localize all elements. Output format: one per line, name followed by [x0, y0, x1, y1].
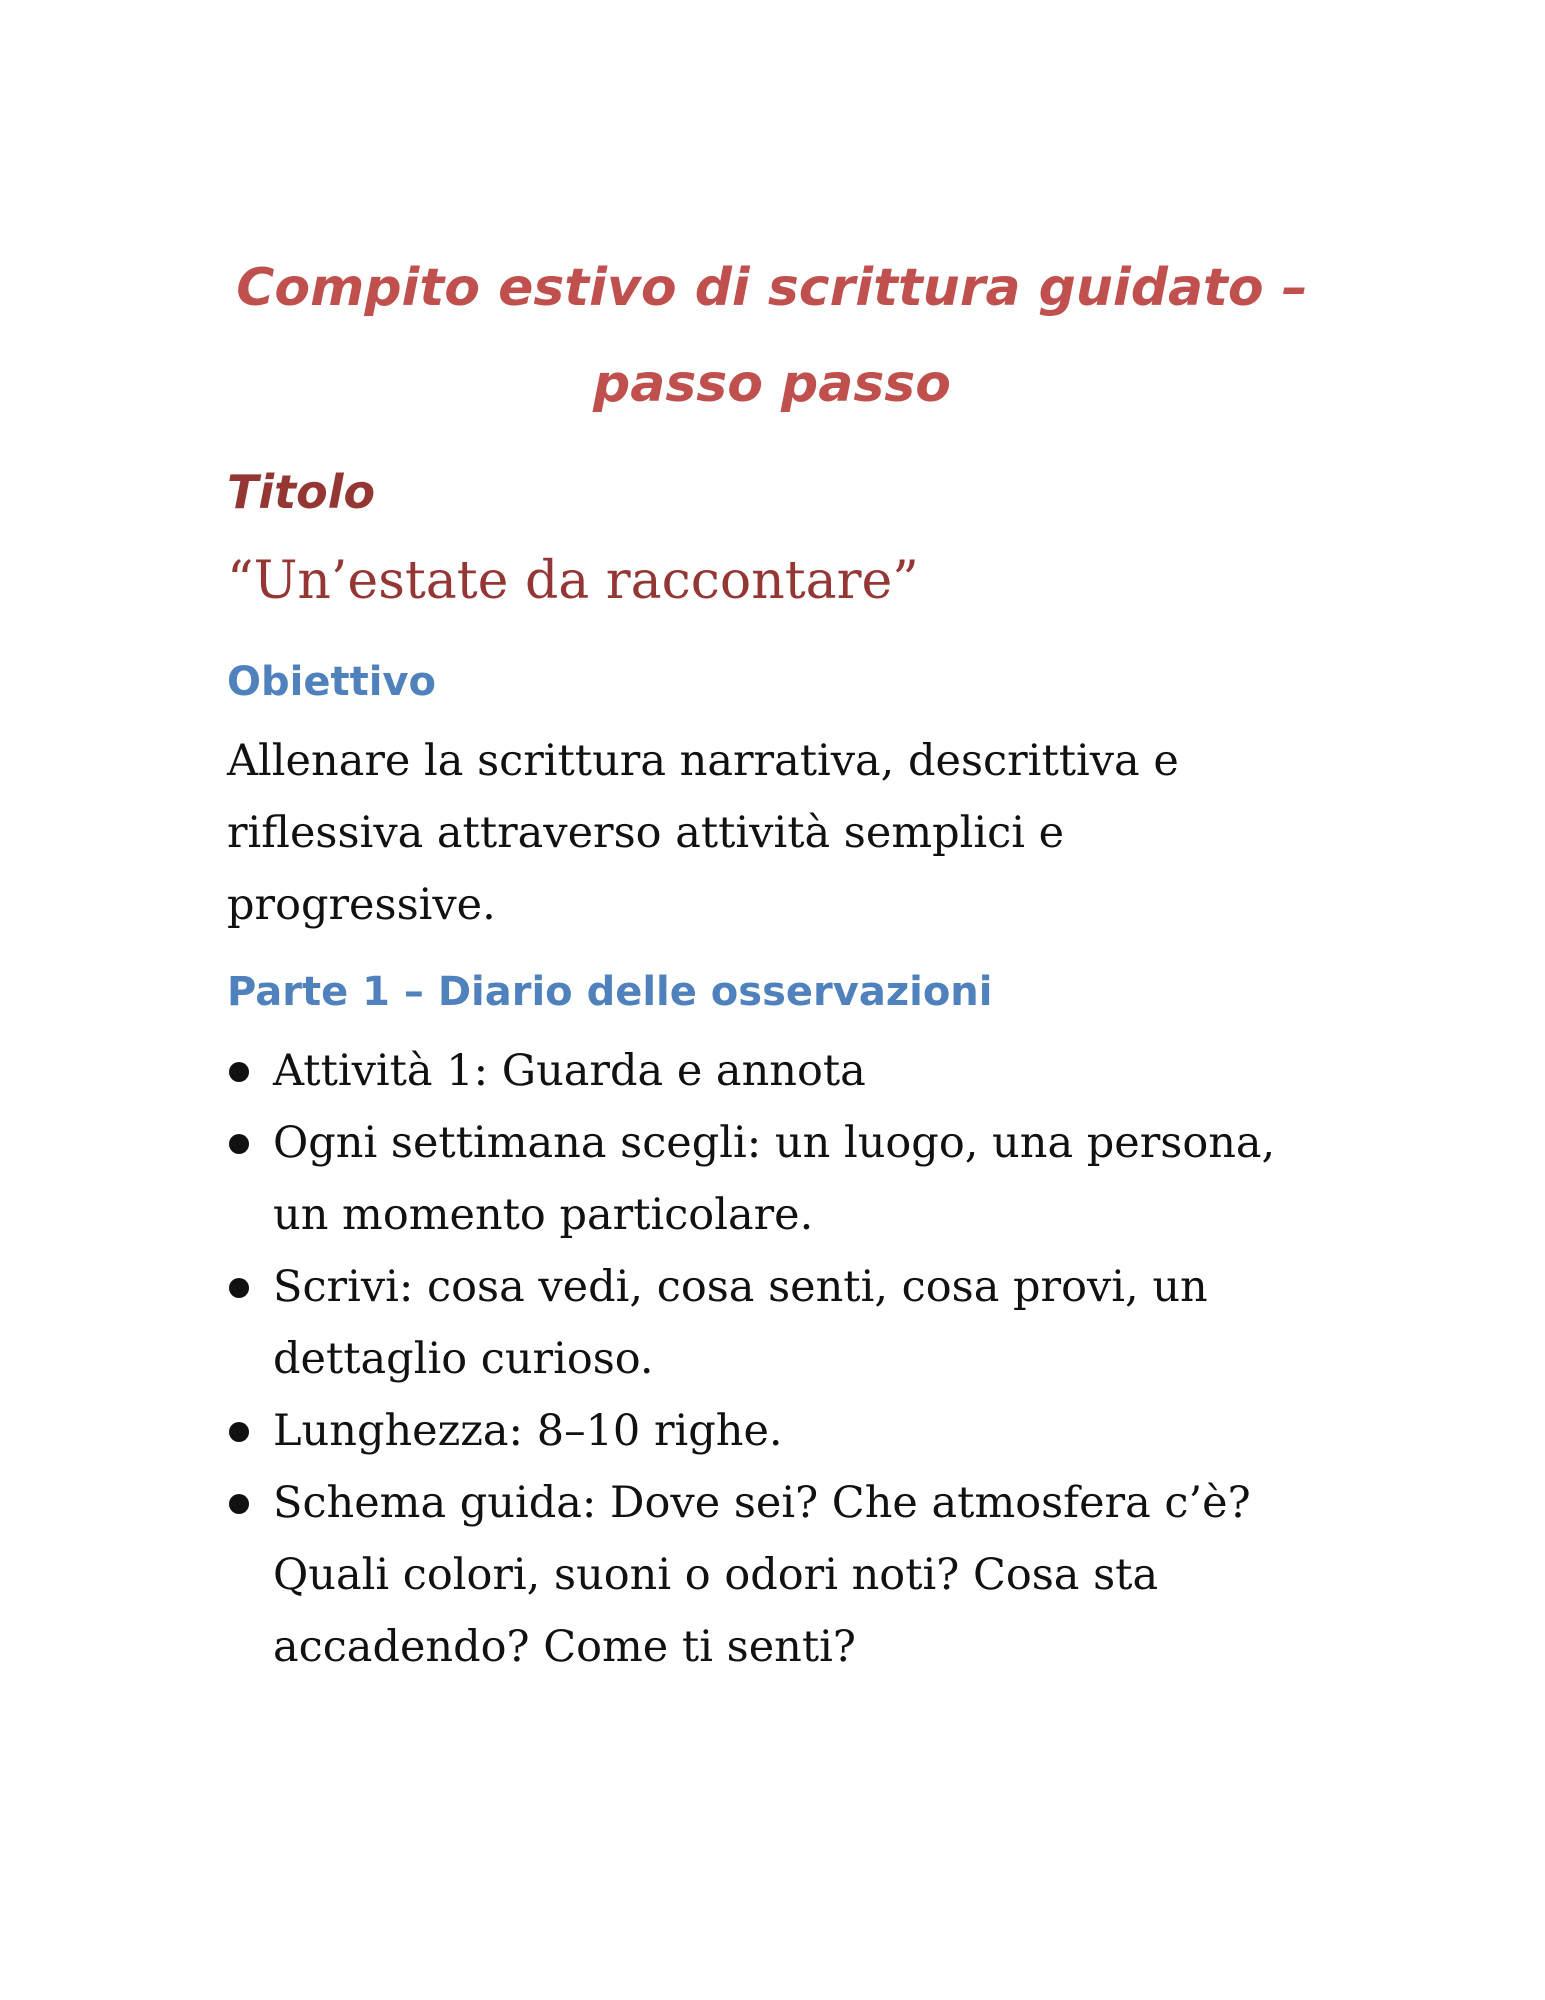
bullet-icon — [229, 1422, 249, 1442]
obiettivo-text: Allenare la scrittura narrativa, descrittiva e riflessiva attraverso attività semplici e progressive. — [227, 736, 1179, 930]
bullet-icon — [229, 1134, 249, 1154]
list-item-text: Scrivi: cosa vedi, cosa senti, cosa provi, un dettaglio curioso. — [273, 1262, 1208, 1384]
list-item-text: Attività 1: Guarda e annota — [273, 1046, 866, 1096]
parte1-heading: Parte 1 – Diario delle osservazioni — [227, 969, 993, 1015]
document-title: Compito estivo di scrittura guidato – passo passo — [236, 258, 1308, 414]
list-item — [227, 1395, 1327, 1467]
bullet-icon — [229, 1494, 249, 1514]
bullet-icon — [229, 1062, 249, 1082]
list-item-text: Lunghezza: 8–10 righe. — [273, 1406, 783, 1456]
list-item-text: Schema guida: Dove sei? Che atmosfera c’è? Quali colori, suoni o odori noti? Cosa sta accadendo? Come ti senti? — [273, 1478, 1251, 1672]
obiettivo-heading: Obiettivo — [227, 659, 436, 705]
list-item-text: Ogni settimana scegli: un luogo, una persona, un momento particolare. — [273, 1118, 1276, 1240]
list-item — [227, 1467, 1327, 1683]
parte1-list — [227, 1035, 1327, 1683]
list-item — [227, 1035, 1327, 1107]
list-item — [227, 1107, 1327, 1251]
bullet-icon — [229, 1278, 249, 1298]
titolo-heading: Titolo — [227, 465, 376, 519]
titolo-text: “Un’estate da raccontare” — [227, 551, 919, 611]
list-item — [227, 1251, 1327, 1395]
